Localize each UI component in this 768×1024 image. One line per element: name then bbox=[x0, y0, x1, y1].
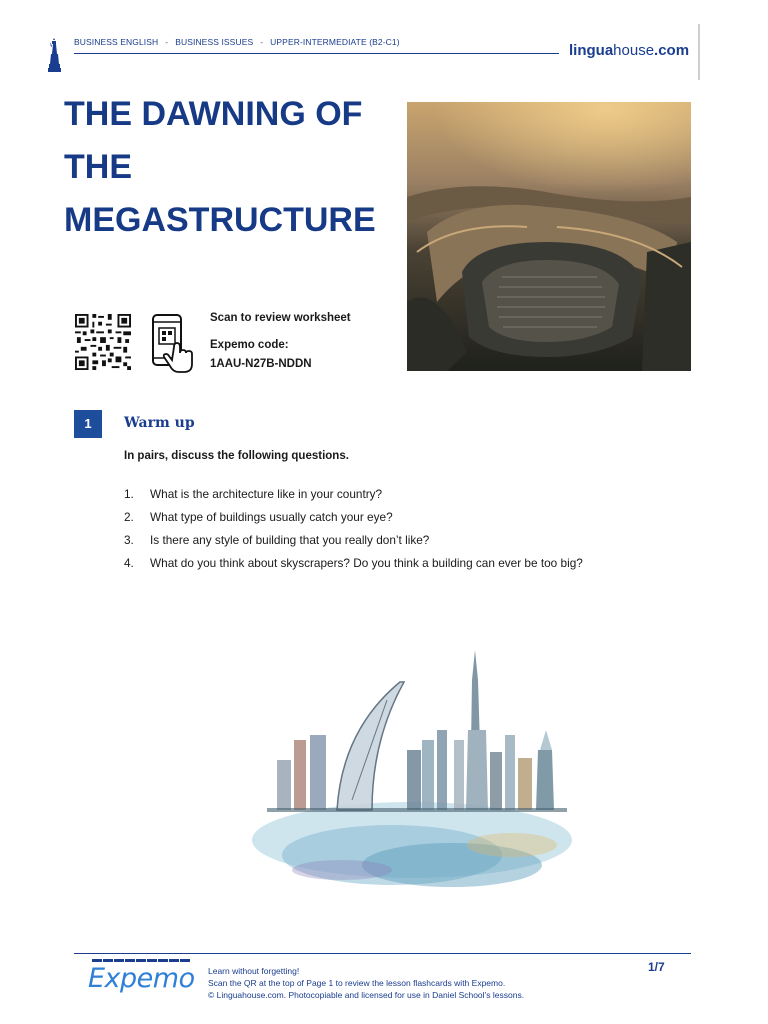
city-skyline-illustration bbox=[222, 640, 594, 890]
page-number: 1/7 bbox=[648, 960, 665, 974]
title-line: THE bbox=[64, 148, 132, 186]
breadcrumb bbox=[74, 37, 400, 47]
breadcrumb-item[interactable]: BUSINESS ENGLISH bbox=[74, 37, 159, 47]
logo-bold-part: lingua bbox=[569, 42, 614, 59]
page-title bbox=[64, 88, 404, 247]
breadcrumb-item[interactable]: BUSINESS ISSUES bbox=[175, 37, 254, 47]
title-line: MEGASTRUCTURE bbox=[64, 201, 376, 239]
footer-copyright: © Linguahouse.com. Photocopiable and licensed for use in Daniel School’s lessons. bbox=[208, 990, 525, 1000]
question-item bbox=[124, 556, 583, 579]
header-edge-bar bbox=[698, 24, 700, 80]
linguahouse-logo[interactable] bbox=[569, 42, 689, 59]
breadcrumb-separator: - bbox=[260, 37, 264, 47]
question-item bbox=[124, 510, 583, 533]
footer-instruction: Scan the QR at the top of Page 1 to review the lesson flashcards with Expemo. bbox=[208, 978, 506, 988]
expemo-logo[interactable]: Expemo bbox=[88, 963, 195, 994]
statue-of-liberty-icon bbox=[46, 38, 62, 72]
question-item bbox=[124, 533, 583, 556]
logo-light-part: house bbox=[613, 42, 655, 59]
section-number-badge: 1 bbox=[74, 410, 102, 438]
expemo-code-label: Expemo code: bbox=[210, 339, 289, 351]
breadcrumb-separator: - bbox=[165, 37, 169, 47]
question-text: What do you think about skyscrapers? Do you think a building can ever be too big? bbox=[150, 556, 583, 570]
expemo-code-value: 1AAU-N27B-NDDN bbox=[210, 358, 312, 370]
logo-tld-part: .com bbox=[654, 42, 690, 59]
phone-scan-icon bbox=[150, 313, 192, 373]
question-number: 3. bbox=[124, 533, 134, 547]
question-text: What type of buildings usually catch your eye? bbox=[150, 510, 393, 524]
question-number: 1. bbox=[124, 487, 134, 501]
scan-label: Scan to review worksheet bbox=[210, 312, 351, 324]
section-title: Warm up bbox=[124, 415, 195, 431]
breadcrumb-item[interactable]: UPPER-INTERMEDIATE (B2-C1) bbox=[270, 37, 400, 47]
question-number: 2. bbox=[124, 510, 134, 524]
footer-ghost-text: ▬▬▬▬▬▬▬▬▬ bbox=[92, 954, 191, 965]
section-instruction: In pairs, discuss the following questions. bbox=[124, 450, 349, 462]
header-divider bbox=[74, 53, 559, 54]
question-text: What is the architecture like in your country? bbox=[150, 487, 383, 501]
qr-code-icon[interactable] bbox=[74, 314, 132, 370]
question-list bbox=[124, 487, 583, 579]
question-item bbox=[124, 487, 583, 510]
question-number: 4. bbox=[124, 556, 134, 570]
footer-tagline: Learn without forgetting! bbox=[208, 966, 300, 976]
title-line: THE DAWNING OF bbox=[64, 95, 363, 133]
airport-aerial-photo bbox=[407, 102, 691, 371]
question-text: Is there any style of building that you really don’t like? bbox=[150, 533, 430, 547]
